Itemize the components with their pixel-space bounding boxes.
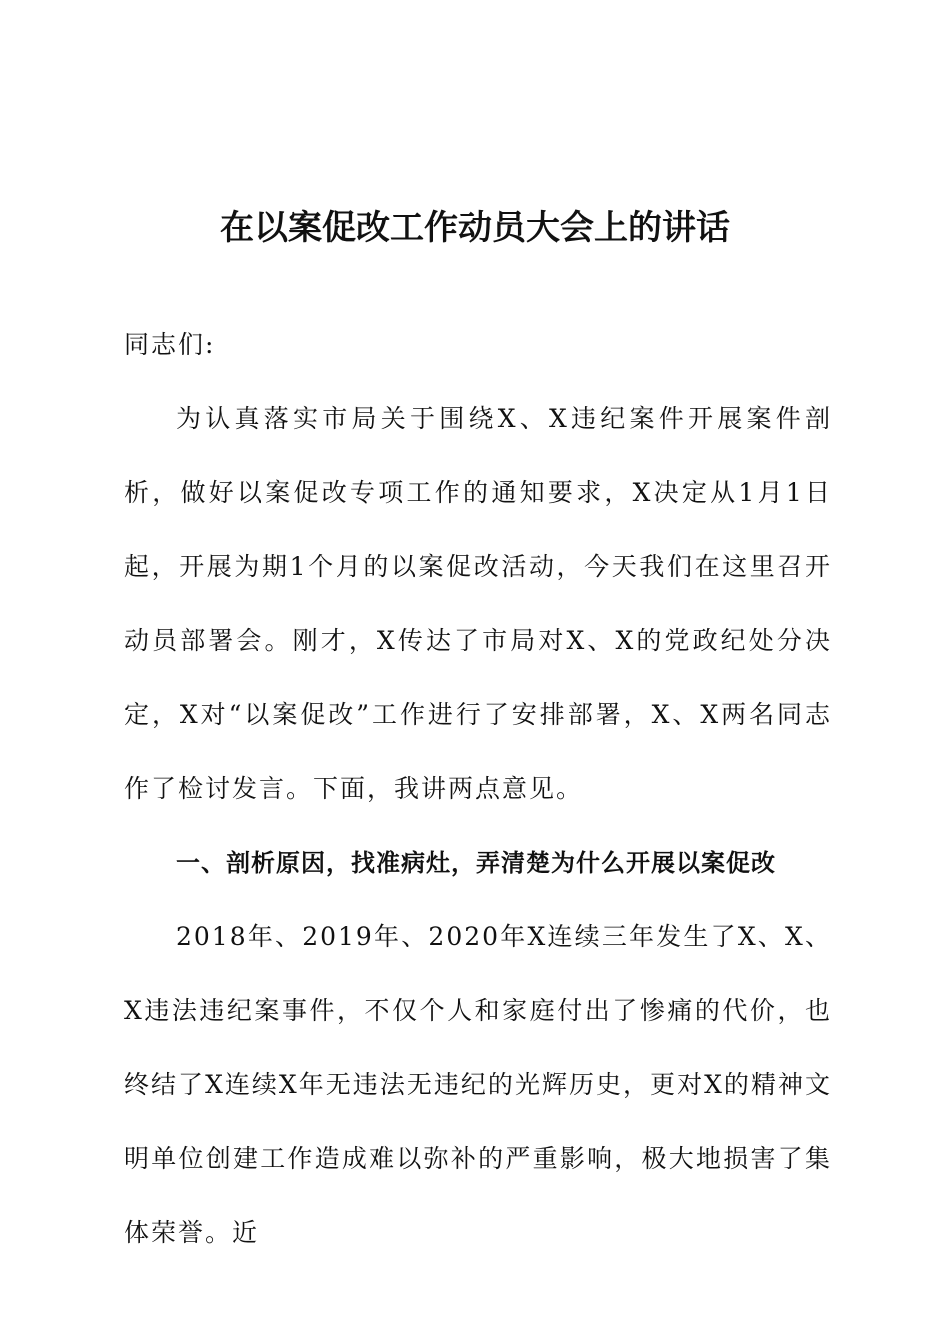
document-body bbox=[124, 308, 832, 1270]
salutation: 同志们: bbox=[124, 330, 216, 359]
paragraph-analysis: 2018年、2019年、2020年X连续三年发生了X、X、X违法违纪案事件，不仅个人和家庭付出了惨痛的代价，也终结了X连续X年无违法无违纪的光辉历史，更对X的精神文明单位创建工作造成难以弥补的严重影响，极大地损害了集体荣誉。近 bbox=[124, 922, 832, 1247]
section-heading: 一、剖析原因，找准病灶，弄清楚为什么开展以案促改 bbox=[176, 849, 776, 877]
paragraph-intro: 为认真落实市局关于围绕X、X违纪案件开展案件剖析，做好以案促改专项工作的通知要求，X决定从1月1日起，开展为期1个月的以案促改活动，今天我们在这里召开动员部署会。刚才，X传达了市局对X、X的党政纪处分决定，X对“以案促改”工作进行了安排部署，X、X两名同志作了检讨发言。下面，我讲两点意见。 bbox=[124, 404, 832, 803]
document-title: 在以案促改工作动员大会上的讲话 bbox=[220, 208, 730, 248]
